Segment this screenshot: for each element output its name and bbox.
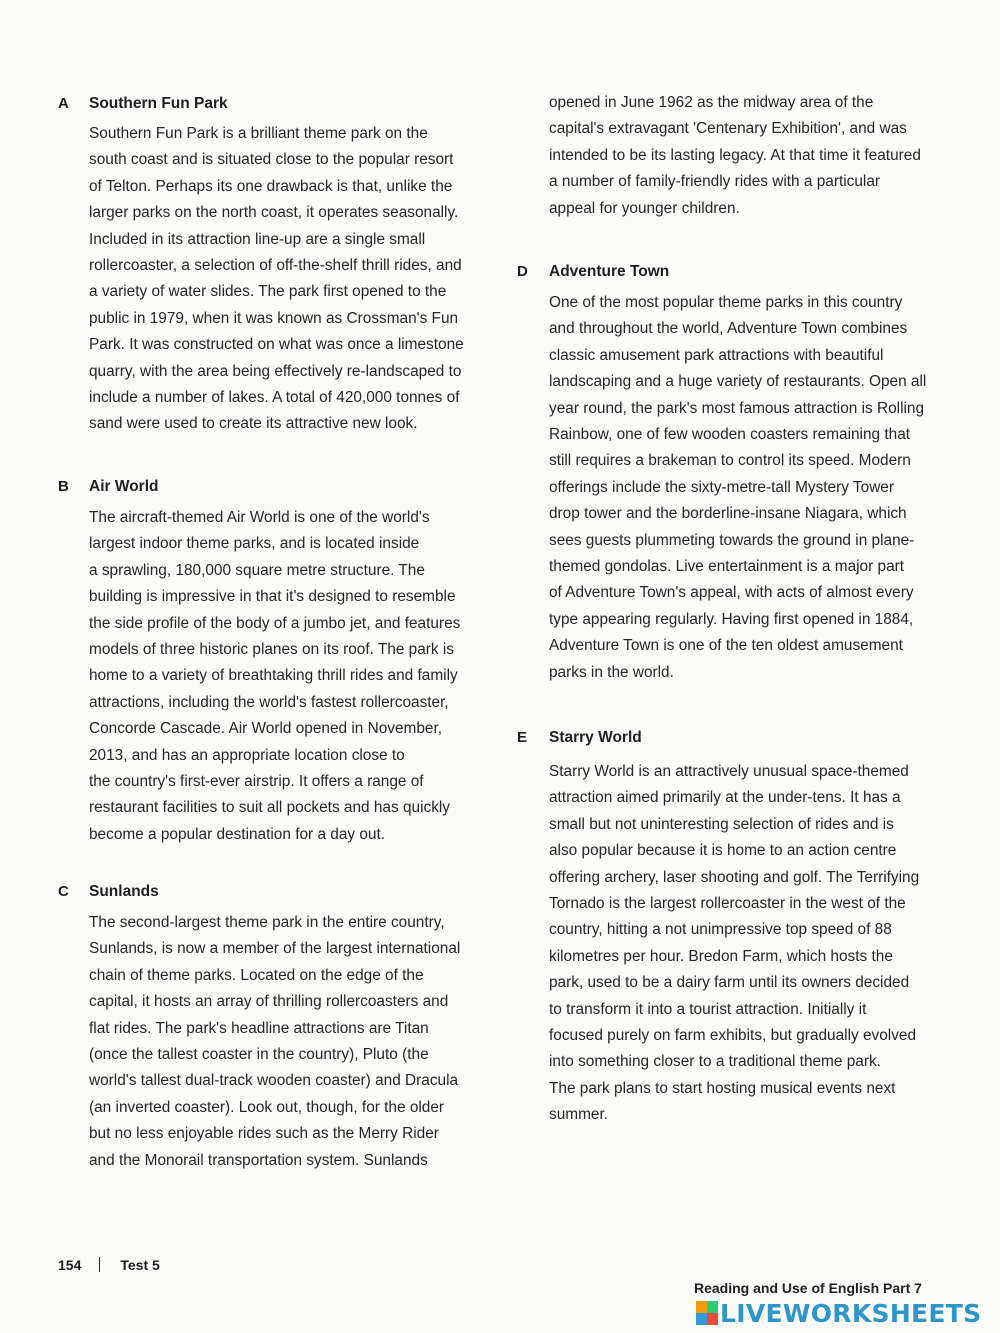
section-letter: C [58, 883, 69, 900]
brand-watermark[interactable] [696, 1298, 981, 1328]
text-line: building is impressive in that it's designed to resemble [89, 588, 456, 606]
text-line: 2013, and has an appropriate location close to [89, 746, 405, 764]
text-line: chain of theme parks. Located on the edge of the [89, 966, 424, 984]
text-line: and throughout the world, Adventure Town combines [549, 320, 908, 338]
text-line: capital, it hosts an array of thrilling rollercoasters and [89, 993, 449, 1011]
text-line: include a number of lakes. A total of 420,000 tonnes of [89, 389, 460, 407]
text-line: but no less enjoyable rides such as the Merry Rider [89, 1125, 439, 1143]
page-footer [58, 1257, 160, 1273]
text-line: intended to be its lasting legacy. At that time it featured [549, 146, 921, 164]
text-line: themed gondolas. Live entertainment is a major part [549, 558, 905, 576]
section-letter: A [58, 95, 69, 112]
text-line: small but not uninteresting selection of rides and is [549, 815, 894, 833]
text-line: attraction aimed primarily at the under-tens. It has a [549, 789, 901, 807]
text-line: sees guests plummeting towards the ground in plane- [549, 531, 915, 549]
text-line: models of three historic planes on its roof. The park is [89, 641, 454, 659]
text-line: Sunlands, is now a member of the largest international [89, 940, 461, 958]
text-line: rollercoaster, a selection of off-the-shelf thrill rides, and [89, 257, 462, 275]
text-line: home to a variety of breathtaking thrill rides and family [89, 667, 458, 685]
text-line: classic amusement park attractions with beautiful [549, 346, 884, 364]
section-body [89, 121, 464, 438]
brand-name: LIVEWORKSHEETS [720, 1298, 982, 1328]
text-line: The second-largest theme park in the entire country, [89, 914, 445, 931]
text-line: to transform it into a tourist attraction. Initially it [549, 1000, 867, 1018]
text-line: (an inverted coaster). Look out, though, for the older [89, 1098, 445, 1116]
text-line: the side profile of the body of a jumbo jet, and features [89, 614, 461, 632]
text-line: restaurant facilities to suit all pockets and has quickly [89, 799, 451, 817]
text-line: a sprawling, 180,000 square metre structure. The [89, 561, 425, 579]
text-line: Included in its attraction line-up are a single small [89, 230, 426, 248]
text-line: opened in June 1962 as the midway area of the [549, 94, 874, 111]
text-line: park, used to be a dairy farm until its owners decided [549, 974, 910, 992]
page-number: 154 [58, 1257, 82, 1273]
text-line: Starry World is an attractively unusual space-themed [549, 763, 909, 780]
text-line: type appearing regularly. Having first opened in 1884, [549, 610, 914, 628]
text-line: Park. It was constructed on what was once a limestone [89, 336, 464, 354]
text-line: Rainbow, one of few wooden coasters remaining that [549, 426, 911, 444]
section-letter: E [517, 729, 528, 746]
text-line: Concorde Cascade. Air World opened in November, [89, 720, 443, 738]
text-line: south coast and is situated close to the popular resort [89, 151, 454, 169]
footer-divider [99, 1257, 100, 1272]
section-title: Adventure Town [549, 263, 670, 280]
text-line: and the Monorail transportation system. Sunlands [89, 1151, 428, 1169]
liveworksheets-logo-icon [696, 1301, 718, 1325]
text-line: quarry, with the area being effectively re-landscaped to [89, 362, 462, 380]
section-title: Air World [89, 478, 159, 495]
text-line: offering archery, laser shooting and golf. The Terrifying [549, 868, 920, 886]
text-line: landscaping and a huge variety of restaurants. Open all [549, 373, 927, 391]
test-label: Test 5 [120, 1257, 160, 1273]
text-line: still requires a brakeman to control its speed. Modern [549, 452, 911, 470]
text-line: The park plans to start hosting musical events next [549, 1079, 896, 1097]
text-line: focused purely on farm exhibits, but gradually evolved [549, 1027, 917, 1045]
text-line: Southern Fun Park is a brilliant theme park on the [89, 125, 428, 142]
logo-square-3 [696, 1313, 707, 1325]
text-line: largest indoor theme parks, and is located inside [89, 535, 420, 553]
logo-square-1 [696, 1301, 707, 1313]
text-line: a variety of water slides. The park first opened to the [89, 283, 447, 301]
section-body [549, 290, 926, 686]
text-line: the country's first-ever airstrip. It offers a range of [89, 773, 424, 791]
text-line: country, hitting a not unimpressive top speed of 88 [549, 921, 892, 939]
section-letter: D [517, 263, 528, 280]
text-line: larger parks on the north coast, it operates seasonally. [89, 204, 459, 222]
section-letter: B [58, 478, 69, 495]
text-line: appeal for younger children. [549, 199, 740, 217]
section-title: Southern Fun Park [89, 95, 228, 112]
text-line: parks in the world. [549, 663, 674, 681]
section-body [549, 759, 919, 1129]
text-line: of Adventure Town's appeal, with acts of almost every [549, 584, 914, 602]
logo-square-4 [707, 1313, 718, 1325]
text-line: drop tower and the borderline-insane Niagara, which [549, 505, 907, 523]
text-line: kilometres per hour. Bredon Farm, which hosts the [549, 947, 893, 965]
text-line: into something closer to a traditional theme park. [549, 1053, 881, 1071]
text-line: become a popular destination for a day out. [89, 825, 386, 843]
text-line: public in 1979, when it was known as Crossman's Fun [89, 309, 459, 327]
section-body [549, 90, 921, 222]
logo-square-2 [707, 1301, 718, 1313]
text-line: also popular because it is home to an action centre [549, 842, 897, 860]
text-line: One of the most popular theme parks in this country [549, 294, 903, 311]
text-line: offerings include the sixty-metre-tall Mystery Tower [549, 478, 894, 496]
section-title: Starry World [549, 729, 642, 746]
text-line: (once the tallest coaster in the country), Pluto (the [89, 1046, 429, 1064]
text-line: a number of family-friendly rides with a particular [549, 173, 881, 191]
section-body [89, 910, 460, 1174]
text-line: attractions, including the world's fastest rollercoaster, [89, 693, 449, 711]
text-line: year round, the park's most famous attraction is Rolling [549, 399, 925, 417]
text-line: world's tallest dual-track wooden coaster) and Dracula [89, 1072, 459, 1090]
text-line: sand were used to create its attractive new look. [89, 415, 418, 433]
section-body [89, 505, 460, 848]
text-line: The aircraft-themed Air World is one of the world's [89, 509, 430, 526]
text-line: summer. [549, 1106, 609, 1124]
section-title: Sunlands [89, 883, 159, 900]
text-line: Tornado is the largest rollercoaster in the west of the [549, 895, 906, 913]
text-line: Adventure Town is one of the ten oldest amusement [549, 637, 903, 655]
text-line: capital's extravagant 'Centenary Exhibition', and was [549, 120, 907, 138]
part-label: Reading and Use of English Part 7 [694, 1280, 922, 1296]
text-line: of Telton. Perhaps its one drawback is that, unlike the [89, 177, 453, 195]
text-line: flat rides. The park's headline attractions are Titan [89, 1019, 429, 1037]
